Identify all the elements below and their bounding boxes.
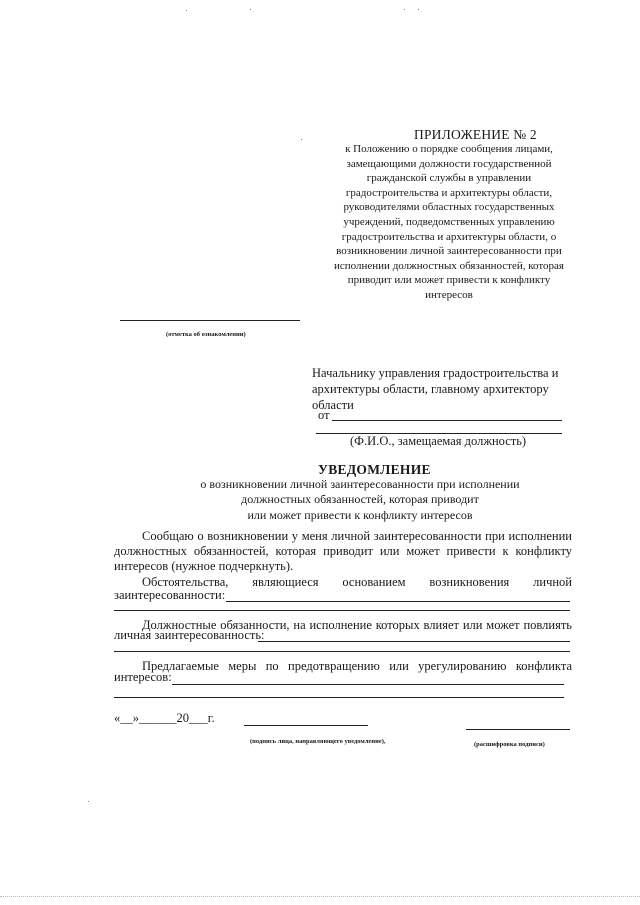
p3-line-1: Должностные обязанности, на исполнение которых влияет или может повлиять: [142, 618, 572, 632]
measures-field-line-2[interactable]: [114, 697, 564, 698]
annex-line: гражданской службы в управлении: [366, 172, 532, 185]
p3-line-2: личная заинтересованность:: [114, 628, 265, 642]
annex-line: замещающими должности государственной: [346, 157, 552, 170]
p4-line-1: Предлагаемые меры по предотвращению или урегулированию конфликта: [142, 659, 572, 673]
addressee-line-1: Начальнику управления градостроительства и: [312, 366, 559, 380]
addressee-line-2: архитектуры области, главному архитектору: [312, 382, 549, 396]
notice-subtitle: [180, 477, 540, 523]
scan-speck: [418, 9, 419, 10]
signer-caption: (подпись лица, направляющего уведомление),: [250, 738, 386, 745]
annex-line: учреждений, подведомственных управлению: [343, 215, 555, 228]
subtitle-line: о возникновении личной заинтересованности при исполнении: [200, 477, 520, 491]
signature-line[interactable]: [244, 725, 368, 726]
acknowledgement-caption: (отметка об ознакомлении): [166, 331, 246, 338]
measures-field-line[interactable]: [172, 684, 564, 685]
notice-title: УВЕДОМЛЕНИЕ: [318, 462, 431, 477]
addressee-line-3: области: [312, 398, 354, 412]
scan-speck: [404, 9, 405, 10]
scan-speck: [250, 9, 251, 10]
scan-speck: [301, 139, 302, 140]
scan-speck: [186, 10, 187, 11]
p2-line-1: Обстоятельства, являющиеся основанием возникновения личной: [142, 575, 572, 589]
scan-edge: [0, 896, 640, 897]
annex-line: интересов: [425, 288, 473, 301]
annex-line: градостроительства и архитектуры области, о: [341, 230, 557, 243]
annex-line: возникновении личной заинтересованности при: [336, 245, 562, 258]
subtitle-line: должностных обязанностей, которая приводит: [241, 492, 479, 507]
p4-line-2: интересов:: [114, 670, 172, 684]
acknowledgement-line: [120, 320, 300, 321]
p1-line-2: должностных обязанностей, которая приводит или может привести к конфликту: [114, 544, 572, 558]
subtitle-line: или может привести к конфликту интересов: [247, 507, 473, 522]
from-label: от: [318, 408, 330, 422]
annex-line: к Положению о порядке сообщения лицами,: [345, 143, 553, 155]
fio-caption: (Ф.И.О., замещаемая должность): [350, 434, 527, 448]
annex-line: приводит или может привести к конфликту: [347, 274, 551, 287]
annex-line: руководителями областных государственных: [343, 201, 555, 214]
duties-field-line[interactable]: [258, 641, 570, 642]
signature-decode-line[interactable]: [466, 729, 570, 730]
annex-text: [318, 142, 580, 303]
circumstances-field-line[interactable]: [226, 601, 570, 602]
annex-line: исполнении должностных обязанностей, которая: [334, 259, 564, 272]
annex-title: ПРИЛОЖЕНИЕ № 2: [414, 127, 537, 142]
from-field-line[interactable]: [332, 420, 562, 421]
duties-field-line-2[interactable]: [114, 651, 570, 652]
circumstances-field-line-2[interactable]: [114, 610, 570, 611]
decode-caption: (расшифровка подписи): [474, 741, 545, 748]
annex-line: градостроительства и архитектуры области,: [345, 186, 553, 199]
p1-line-1: Сообщаю о возникновении у меня личной заинтересованности при исполнении: [142, 529, 572, 543]
p1-line-3: интересов (нужное подчеркнуть).: [114, 559, 294, 573]
date-field[interactable]: «__»______20___г.: [114, 711, 215, 725]
scan-speck: [88, 801, 89, 802]
p2-line-2: заинтересованности:: [114, 588, 226, 602]
